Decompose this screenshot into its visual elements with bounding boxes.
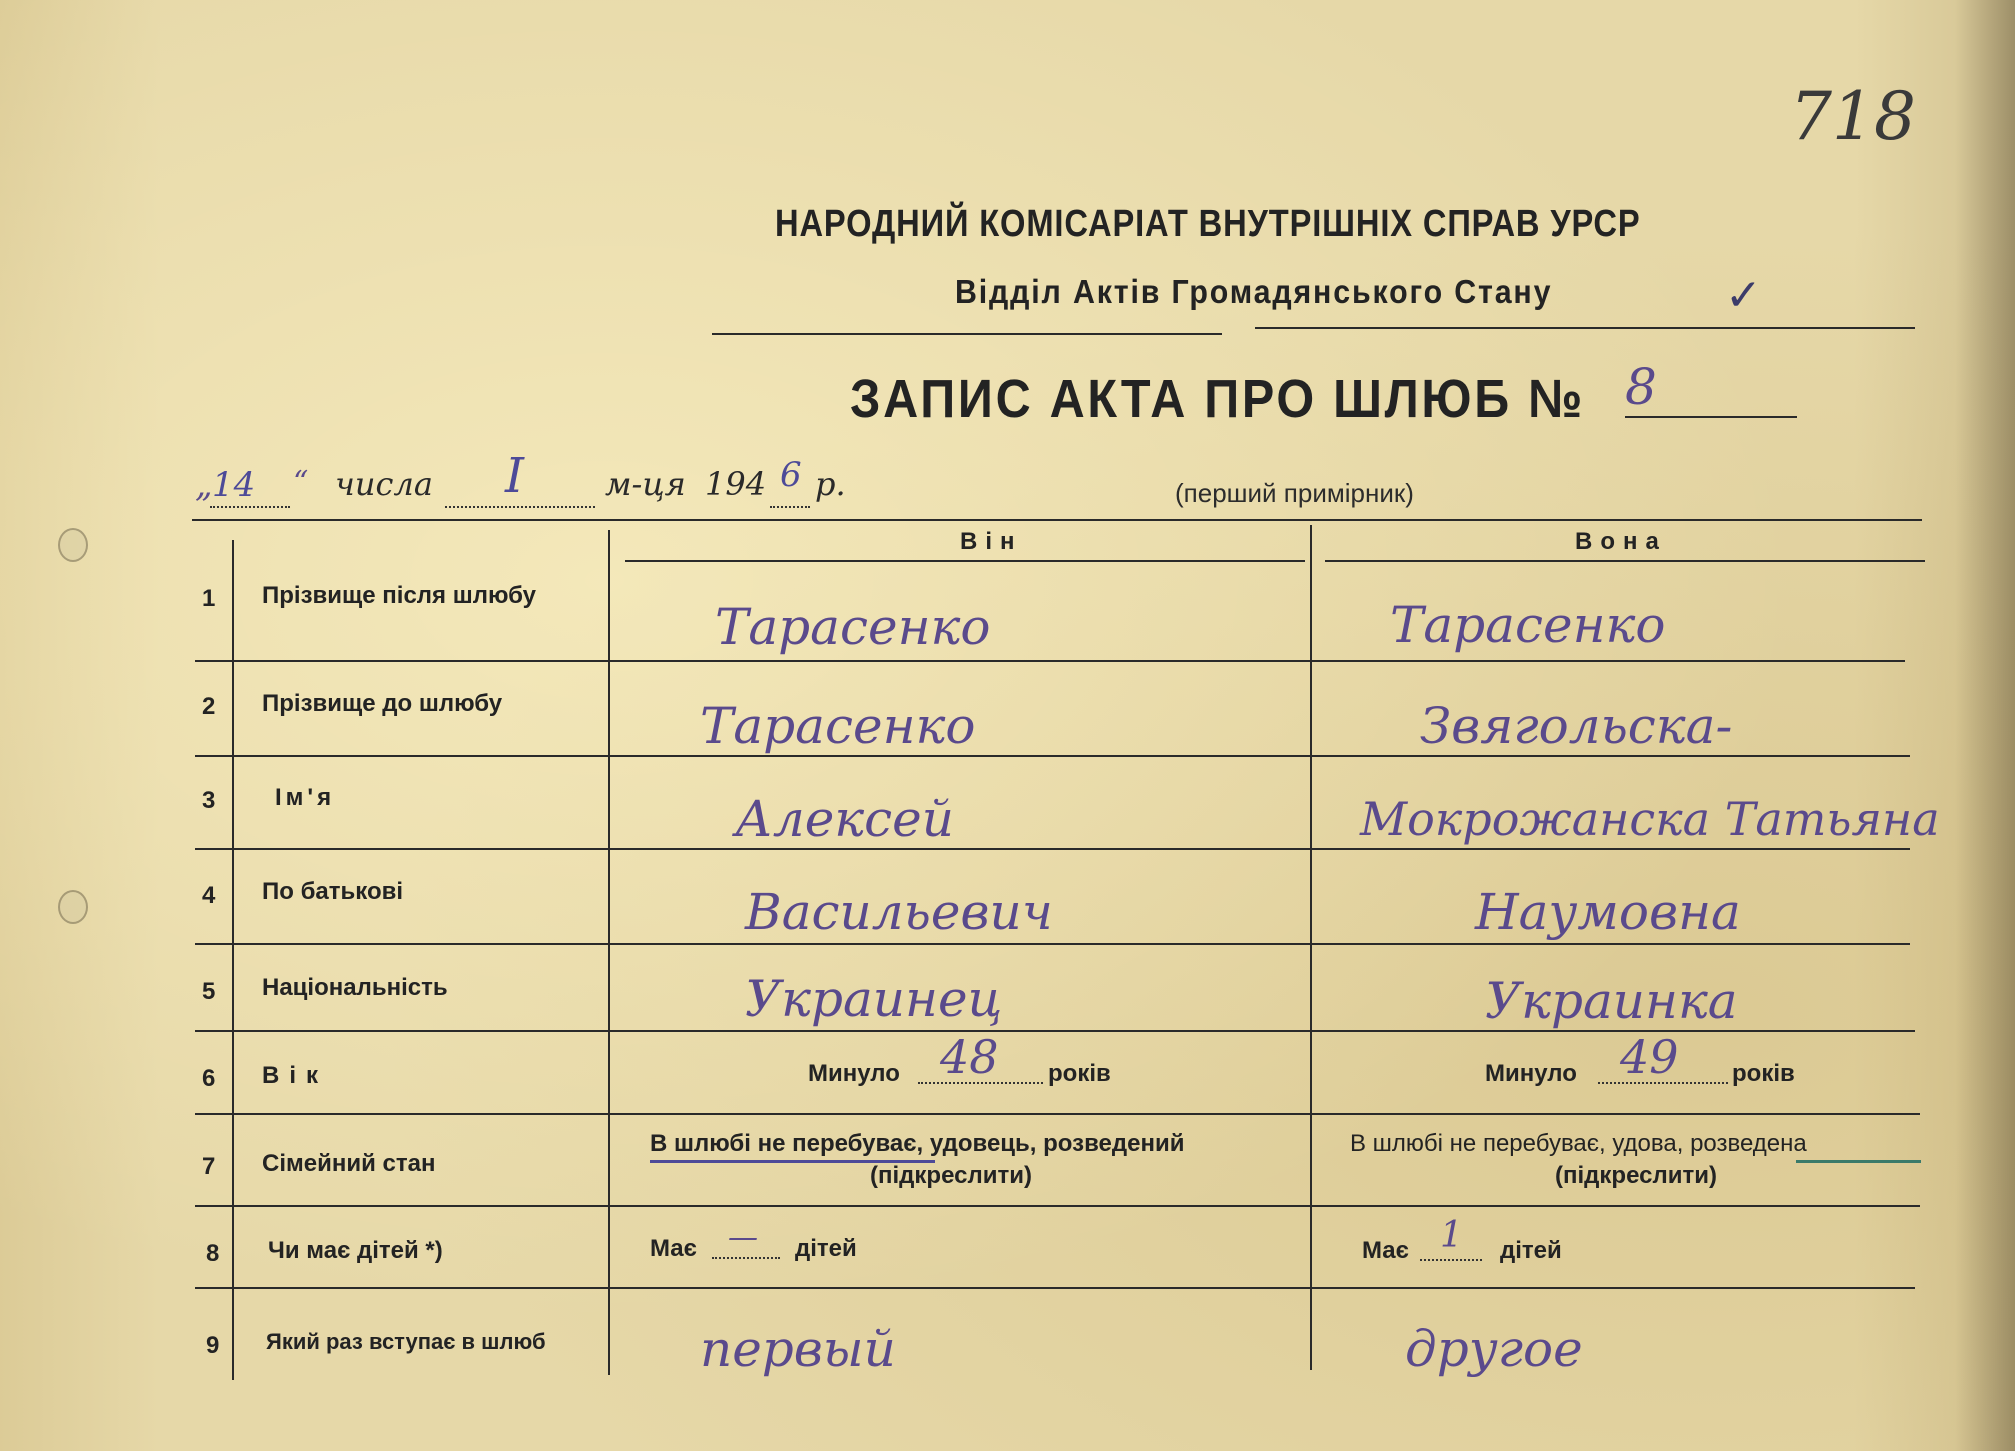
- row-number: 9: [206, 1332, 220, 1359]
- row-rule: [195, 660, 1905, 662]
- he-surname-before: Тарасенко: [700, 697, 976, 755]
- binder-hole: [58, 528, 88, 562]
- row-rule: [195, 1205, 1920, 1207]
- date-open-quote: „: [195, 465, 213, 505]
- he-surname-after: Тарасенко: [715, 598, 991, 656]
- row-rule: [195, 1113, 1920, 1115]
- year-suffix: р.: [815, 465, 846, 503]
- archive-page-number: 718: [1790, 78, 1916, 155]
- check-mark-icon: ✓: [1725, 271, 1762, 320]
- he-marital-options: В шлюбі не перебуває, удовець, розведений: [650, 1130, 1185, 1157]
- he-first-name: Алексей: [735, 790, 954, 848]
- she-children-prefix: Має: [1362, 1237, 1409, 1264]
- she-first-name: Мокрожанска Татьяна: [1360, 792, 1940, 846]
- she-children: 1: [1440, 1215, 1463, 1256]
- row-label: Прізвище після шлюбу: [262, 582, 536, 609]
- month-label: м-ця: [605, 465, 686, 503]
- copy-note: (перший примірник): [1175, 478, 1414, 508]
- row-number: 6: [202, 1065, 216, 1092]
- he-age: 48: [940, 1030, 999, 1084]
- he-children-suffix: дітей: [795, 1235, 857, 1262]
- she-age: 49: [1620, 1030, 1679, 1084]
- row-label: Чи має дітей *): [268, 1237, 443, 1264]
- row-label: Вік: [262, 1062, 329, 1089]
- she-age-blank: [1598, 1082, 1728, 1084]
- column-header-rule: [625, 560, 1305, 562]
- he-age-blank: [918, 1082, 1043, 1084]
- she-surname-after: Тарасенко: [1390, 596, 1666, 654]
- row-number: 4: [202, 882, 216, 909]
- commissariat-title: НАРОДНИЙ КОМІСАРІАТ ВНУТРІШНІХ СПРАВ УРСР: [775, 203, 1641, 245]
- row-label: Національність: [262, 974, 448, 1001]
- month-blank: [445, 506, 595, 508]
- row-label: Прізвище до шлюбу: [262, 690, 503, 717]
- he-children: —: [728, 1220, 758, 1255]
- date-close-quote: “: [293, 465, 309, 500]
- row-number: 3: [202, 787, 216, 814]
- row-number: 7: [202, 1153, 216, 1180]
- she-surname-before: Звягольска-: [1420, 697, 1733, 755]
- row-rule: [195, 848, 1910, 850]
- row-rule: [195, 755, 1910, 757]
- header-rule: [1255, 327, 1915, 329]
- row-number: 8: [206, 1240, 220, 1267]
- column-header-rule: [1325, 560, 1925, 562]
- day-label: числа: [335, 465, 433, 503]
- column-he: Він: [960, 528, 1023, 555]
- row-number: 1: [202, 585, 216, 612]
- she-children-blank: [1420, 1259, 1482, 1261]
- she-children-suffix: дітей: [1500, 1237, 1562, 1264]
- binder-hole: [58, 890, 88, 924]
- year-prefix: 194: [705, 465, 767, 503]
- he-children-blank: [712, 1257, 780, 1259]
- she-age-prefix: Минуло: [1485, 1060, 1577, 1087]
- he-age-suffix: років: [1048, 1060, 1111, 1087]
- record-number-underline: [1625, 416, 1797, 418]
- he-nationality: Украинец: [745, 970, 1003, 1028]
- she-patronymic: Наумовна: [1475, 883, 1741, 941]
- date-month: I: [505, 448, 524, 504]
- header-rule: [712, 333, 1222, 335]
- row-label: Який раз вступає в шлюб: [266, 1329, 546, 1354]
- she-nationality: Украинка: [1485, 972, 1738, 1030]
- column-she: Вона: [1575, 528, 1667, 555]
- year-blank: [770, 506, 810, 508]
- record-number: 8: [1625, 358, 1657, 416]
- date-day: 14: [212, 465, 256, 505]
- table-vline: [608, 530, 610, 1375]
- she-marriage-count: другое: [1405, 1320, 1583, 1378]
- record-title: ЗАПИС АКТА ПРО ШЛЮБ №: [850, 369, 1585, 429]
- row-rule: [195, 943, 1910, 945]
- department-title: Відділ Актів Громадянського Стану: [955, 273, 1553, 310]
- row-number: 2: [202, 693, 216, 720]
- he-patronymic: Васильевич: [745, 883, 1053, 941]
- row-rule: [195, 1287, 1915, 1289]
- date-rule: [192, 519, 1922, 521]
- row-label: Сімейний стан: [262, 1150, 436, 1177]
- he-marital-note: (підкреслити): [870, 1162, 1032, 1189]
- row-number: 5: [202, 978, 216, 1005]
- page-edge-shadow: [1955, 0, 2015, 1451]
- row-label: Ім'я: [275, 784, 336, 811]
- she-marital-options: В шлюбі не перебуває, удова, розведена: [1350, 1130, 1807, 1157]
- year-digit: 6: [780, 455, 802, 495]
- she-marital-note: (підкреслити): [1555, 1162, 1717, 1189]
- she-age-suffix: років: [1732, 1060, 1795, 1087]
- he-age-prefix: Минуло: [808, 1060, 900, 1087]
- day-blank: [210, 506, 290, 508]
- row-label: По батькові: [262, 878, 404, 905]
- he-marriage-count: первый: [700, 1320, 896, 1378]
- he-children-prefix: Має: [650, 1235, 697, 1262]
- table-vline: [232, 540, 234, 1380]
- table-vline: [1310, 525, 1312, 1370]
- she-marital-underline: [1796, 1160, 1921, 1163]
